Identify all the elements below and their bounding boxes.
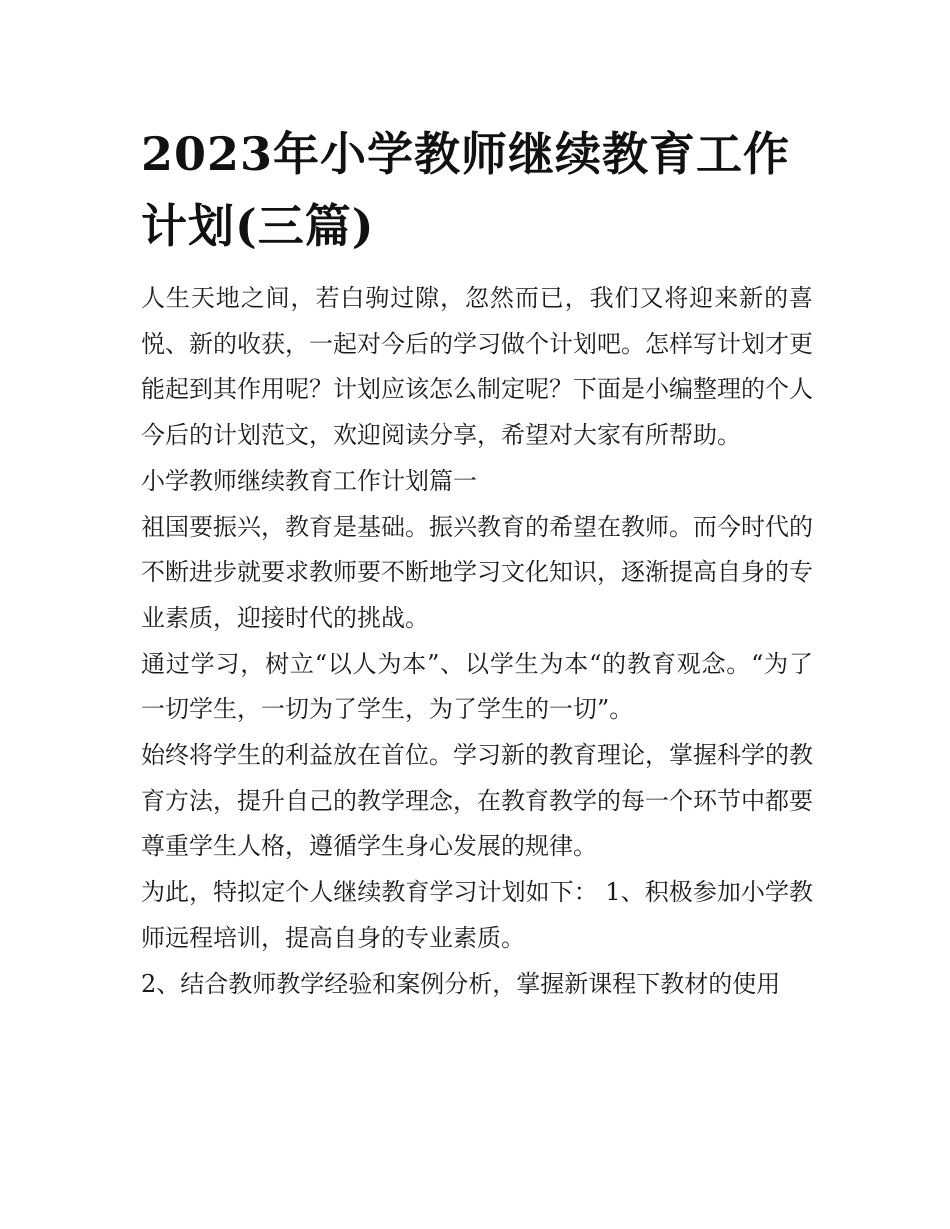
body-paragraph: 2、结合教师教学经验和案例分析，掌握新课程下教材的使用 <box>141 969 781 998</box>
document-page <box>141 118 813 1007</box>
section-heading: 小学教师继续教育工作计划篇一 <box>141 466 477 495</box>
intro-paragraph: 人生天地之间，若白驹过隙，忽然而已，我们又将迎来新的喜悦、新的收获，一起对今后的学习做个计划吧。怎样写计划才更能起到其作用呢？计划应该怎么制定呢？下面是小编整理的个人今后的计划范文，欢迎阅读分享，希望对大家有所帮助。 <box>141 284 813 450</box>
body-paragraph: 祖国要振兴，教育是基础。振兴教育的希望在教师。而今时代的不断进步就要求教师要不断地学习文化知识，逐渐提高自身的专业素质，迎接时代的挑战。 <box>141 512 813 632</box>
body-paragraph: 通过学习，树立“以人为本”、以学生为本“的教育观念。“为了一切学生，一切为了学生，为了学生的一切”。 <box>141 649 813 724</box>
body-paragraph: 始终将学生的利益放在首位。学习新的教育理论，掌握科学的教育方法，提升自己的教学理念，在教育教学的每一个环节中都要尊重学生人格，遵循学生身心发展的规律。 <box>141 741 813 861</box>
document-title: 2023年小学教师继续教育工作计划(三篇) <box>141 127 791 253</box>
document-body <box>141 276 813 1007</box>
body-paragraph: 为此，特拟定个人继续教育学习计划如下： 1、积极参加小学教师远程培训，提高自身的专业素质。 <box>141 878 813 952</box>
